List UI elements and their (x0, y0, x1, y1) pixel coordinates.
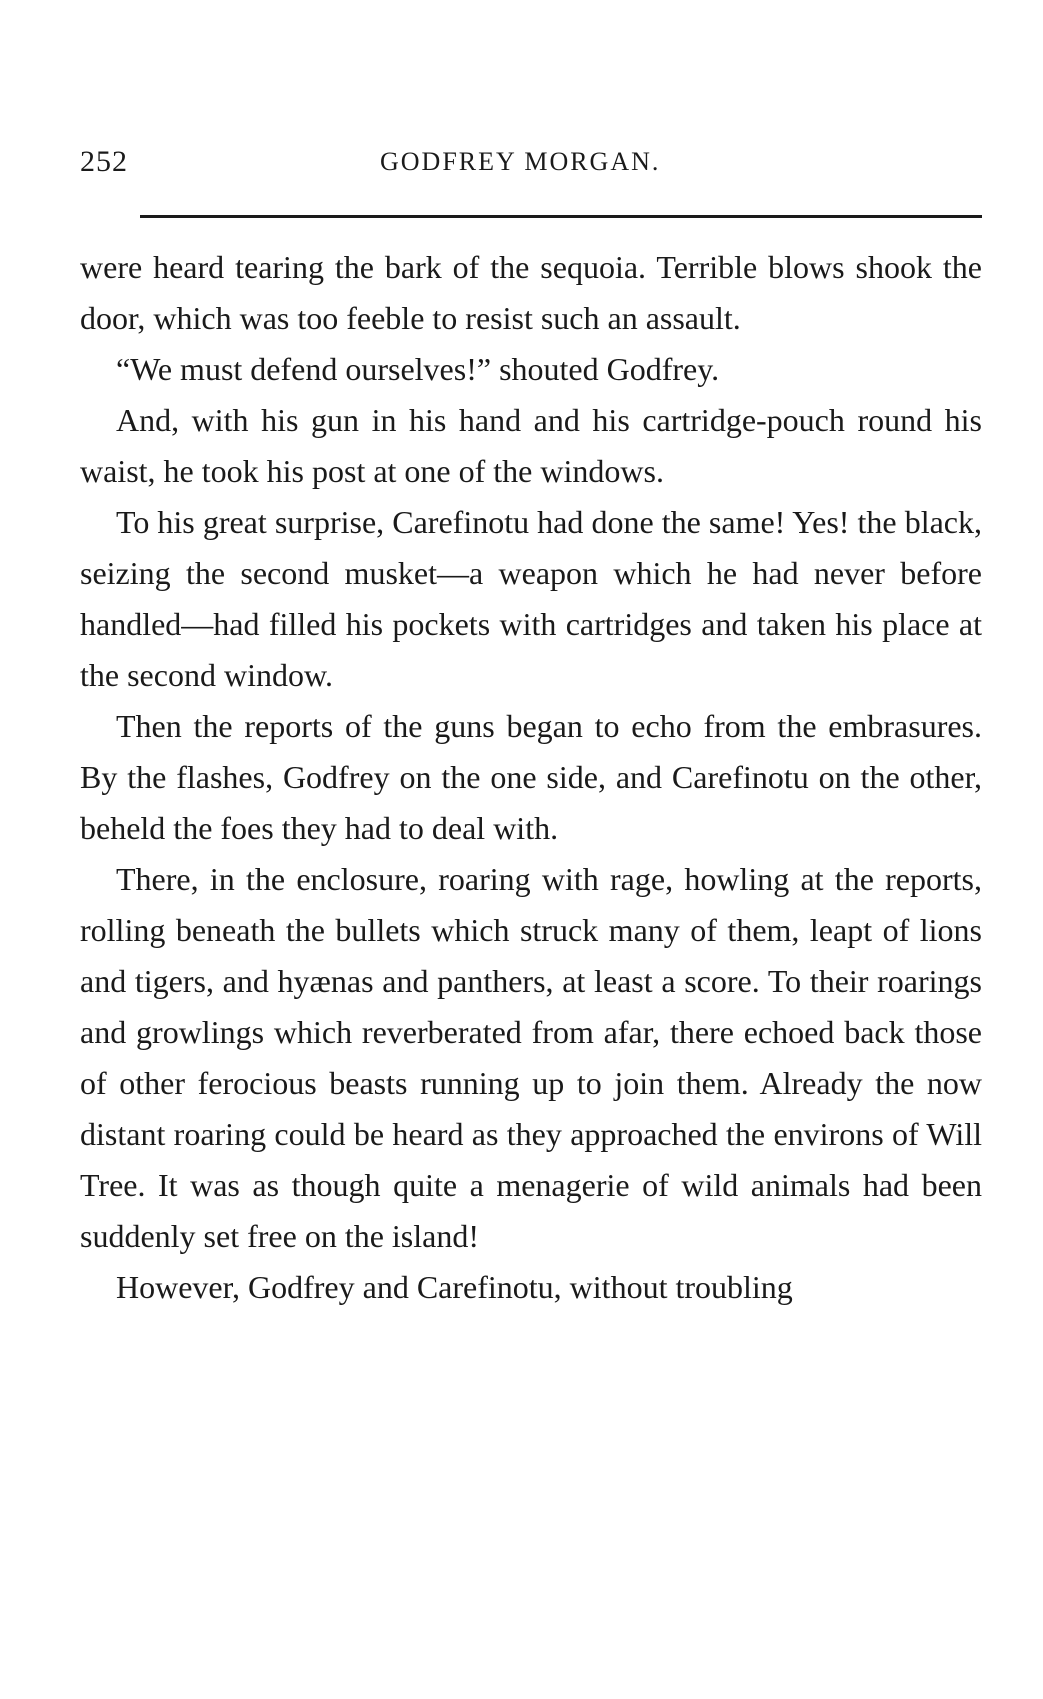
running-title: GODFREY MORGAN. (380, 147, 661, 176)
body-text (80, 242, 982, 1313)
paragraph-continued: were heard tearing the bark of the sequoia. Terrible blows shook the door, which was too feeble to resist such an assault. (80, 249, 982, 336)
paragraph: To his great surprise, Carefinotu had done the same! Yes! the black, seizing the second musket—a weapon which he had never before handled—had filled his pockets with cartridges and taken his place at the second window. (80, 504, 982, 693)
paragraph: And, with his gun in his hand and his cartridge-pouch round his waist, he took his post at one of the windows. (80, 402, 982, 489)
page-number: 252 (80, 145, 128, 178)
paragraph: However, Godfrey and Carefinotu, without troubling (116, 1269, 793, 1305)
running-head (80, 145, 980, 185)
paragraph: “We must defend ourselves!” shouted Godfrey. (116, 351, 720, 387)
header-rule (82, 215, 982, 218)
paragraph: Then the reports of the guns began to echo from the embrasures. By the flashes, Godfrey on the one side, and Carefinotu on the other, beheld the foes they had to deal with. (80, 708, 982, 846)
paragraph: There, in the enclosure, roaring with rage, howling at the reports, rolling beneath the bullets which struck many of them, leapt of lions and tigers, and hyænas and panthers, at least a score. To their roarings and growlings which reverberated from afar, there echoed back those of other ferocious beasts running up to join them. Already the now distant roaring could be heard as they approached the environs of Will Tree. It was as though quite a menagerie of wild animals had been suddenly set free on the island! (80, 861, 982, 1254)
